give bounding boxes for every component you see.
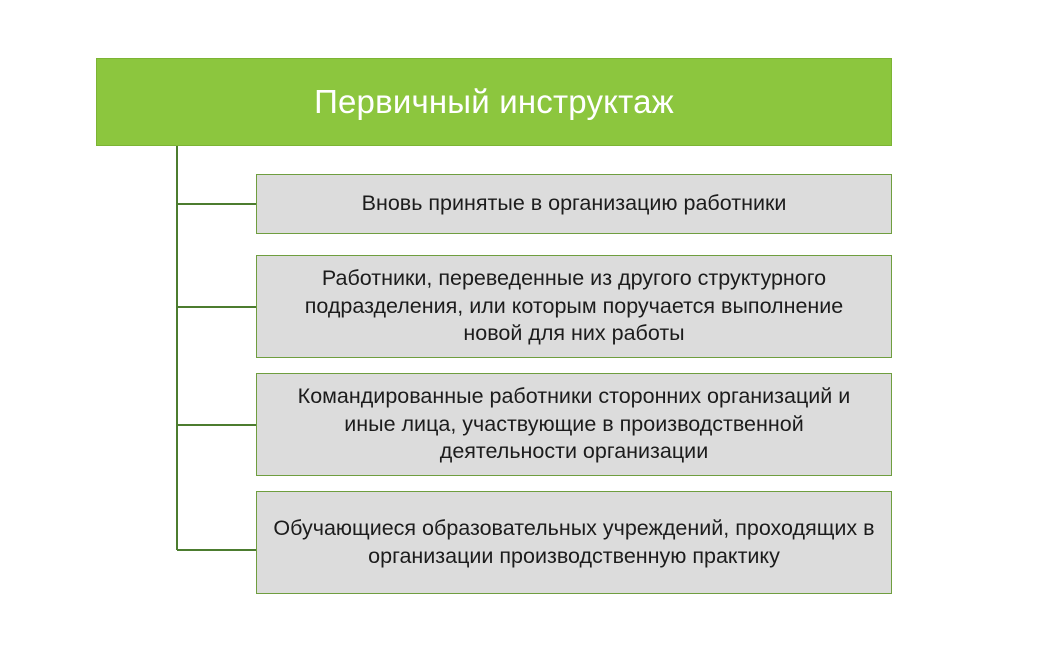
root-node: [96, 58, 892, 146]
child-node-3: [256, 373, 892, 476]
child-node-3-label: Командированные работники сторонних организаций и иные лица, участвующие в производственной деятельности организации: [297, 384, 851, 464]
child-node-2-label: Работники, переведенные из другого структурного подразделения, или которым поручается выполнение новой для них работы: [304, 266, 844, 346]
child-node-4-label: Обучающиеся образовательных учреждений, проходящих в организации производственную практику: [273, 515, 875, 568]
child-node-1-label: Вновь принятые в организацию работники: [361, 191, 787, 216]
root-node-label: Первичный инструктаж: [314, 83, 674, 121]
child-node-2: [256, 255, 892, 358]
child-node-4: [256, 491, 892, 594]
child-node-1: [256, 174, 892, 234]
